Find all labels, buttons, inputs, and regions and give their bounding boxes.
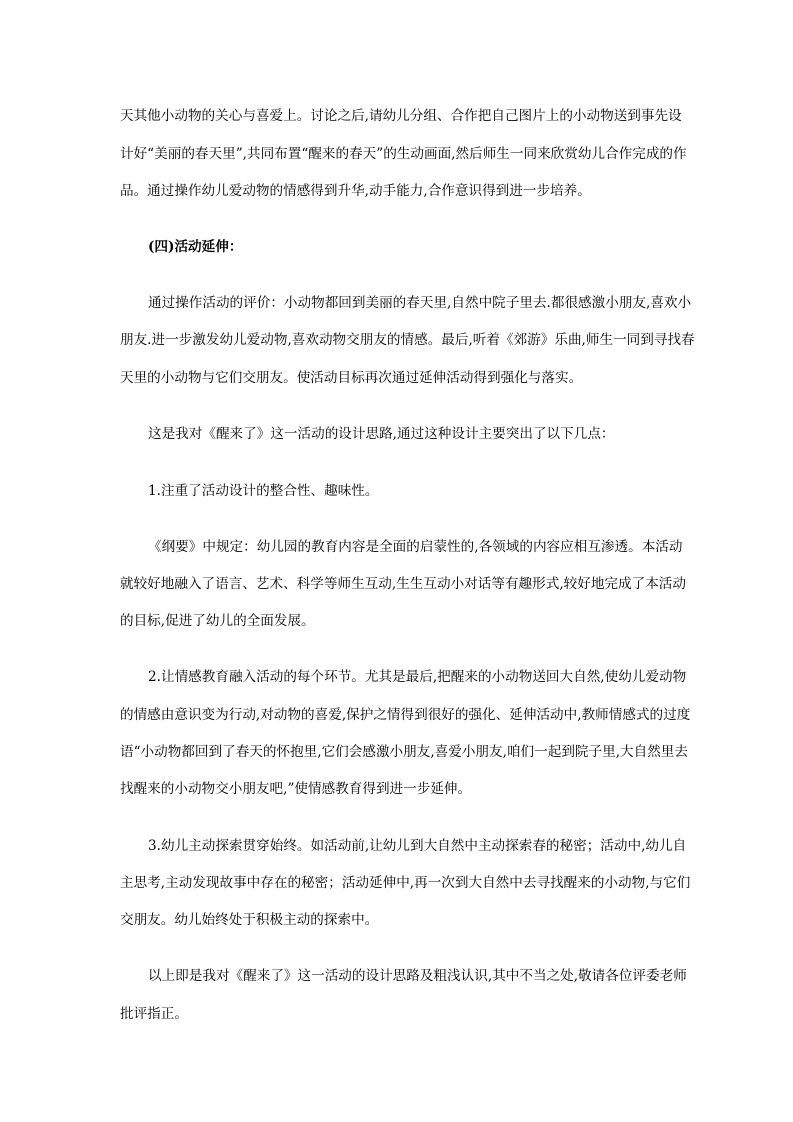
point-1-title: 1.注重了活动设计的整合性、趣味性。 <box>148 483 379 499</box>
paragraph-6-line-3: 交朋友。幼儿始终处于积极主动的探索中。 <box>120 912 379 928</box>
paragraph-5-line-1: 2.让情感教育融入活动的每个环节。尤其是最后,把醒来的小动物送回大自然,使幼儿爱动物 <box>148 669 687 685</box>
paragraph-5-line-3: 语“小动物都回到了春天的怀抱里,它们会感激小朋友,喜爱小朋友,咱们一起到院子里,大自然里去 <box>120 744 688 760</box>
paragraph-2-line-3: 天里的小动物与它们交朋友。使活动目标再次通过延伸活动得到强化与落实。 <box>120 370 583 386</box>
paragraph-4-line-1: 《纲要》中规定：幼儿园的教育内容是全面的启蒙性的,各领域的内容应相互渗透。本活动 <box>148 539 683 555</box>
paragraph-4-line-3: 的目标,促进了幼儿的全面发展。 <box>120 613 315 629</box>
paragraph-2-line-1: 通过操作活动的评价：小动物都回到美丽的春天里,自然中院子里去.都很感激小朋友,喜欢小 <box>148 295 692 311</box>
paragraph-3-line-1: 这是我对《醒来了》这一活动的设计思路,通过这种设计主要突出了以下几点： <box>148 426 615 442</box>
paragraph-4-line-2: 就较好地融入了语言、艺术、科学等师生互动,生生互动小对话等有趣形式,较好地完成了本活动 <box>120 576 686 592</box>
paragraph-5-line-4: 找醒来的小动物交小朋友吧,”使情感教育得到进一步延伸。 <box>120 781 472 797</box>
paragraph-1-line-1: 天其他小动物的关心与喜爱上。讨论之后,请幼儿分组、合作把自己图片上的小动物送到事先设 <box>120 108 682 124</box>
section-heading: (四)活动延伸： <box>148 239 243 255</box>
paragraph-1-line-3: 品。通过操作幼儿爱动物的情感得到升华,动手能力,合作意识得到进一步培养。 <box>120 183 591 199</box>
paragraph-5-line-2: 的情感由意识变为行动,对动物的喜爱,保护之情得到很好的强化、延伸活动中,教师情感式的过度 <box>120 707 691 723</box>
paragraph-6-line-1: 3.幼儿主动探索贯穿始终。如活动前,让幼儿到大自然中主动探索春的秘密；活动中,幼儿自 <box>148 838 687 854</box>
paragraph-2-line-2: 朋友.进一步激发幼儿爱动物,喜欢动物交朋友的情感。最后,听着《郊游》乐曲,师生一同到寻找春 <box>120 332 695 348</box>
paragraph-6-line-2: 主思考,主动发现故事中存在的秘密；活动延伸中,再一次到大自然中去寻找醒来的小动物,与它们 <box>120 875 691 891</box>
paragraph-1-line-2: 计好“美丽的春天里”,共同布置“醒来的春天”的生动画面,然后师生一同来欣赏幼儿合作完成的作 <box>120 146 687 162</box>
paragraph-7-line-1: 以上即是我对《醒来了》这一活动的设计思路及粗浅认识,其中不当之处,敬请各位评委老师 <box>148 968 687 984</box>
paragraph-7-line-2: 批评指正。 <box>120 1006 188 1022</box>
